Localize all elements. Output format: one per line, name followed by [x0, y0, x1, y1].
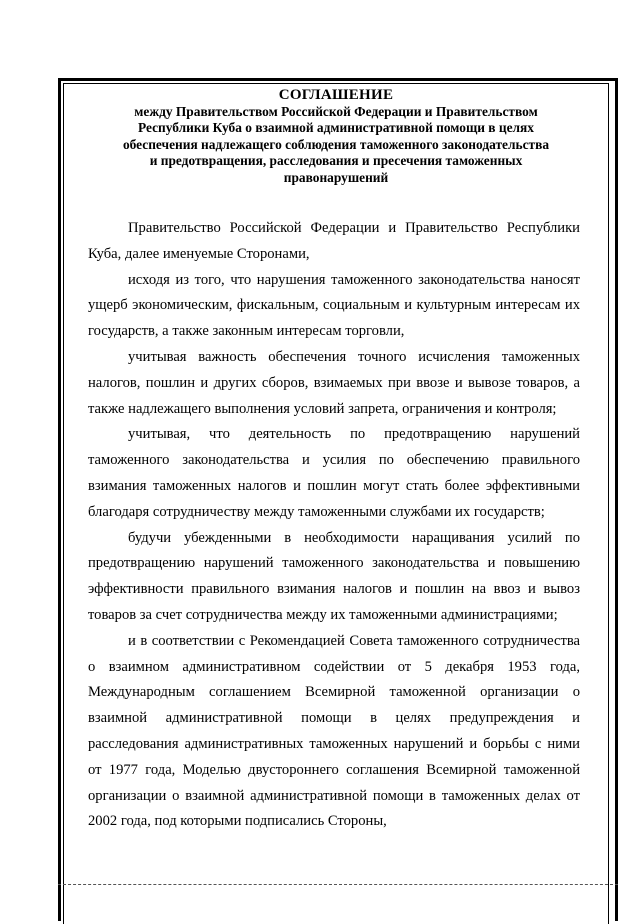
document-body: [88, 216, 580, 835]
subtitle-line: правонарушений: [283, 169, 389, 185]
paragraph-recital-5: и в соответствии с Рекомендацией Совета таможенного сотрудничества о взаимном административном содействии от 5 декабря 1953 года, Международным соглашением Всемирной таможенной организации о взаимной административной помощи в целях предупреждения и расследования административных таможенных нарушений и борьбы с ними от 1977 года, Моделью двустороннего соглашения Всемирной таможенной организации о взаимной административной помощи в таможенных делах от 2002 года, под которыми подписались Стороны,: [88, 632, 580, 830]
paragraph-recital-1: исходя из того, что нарушения таможенного законодательства наносят ущерб экономическим, фискальным, социальным и культурным интересам их государств, а также законным интересам торговли,: [88, 271, 580, 340]
subtitle-line: обеспечения надлежащего соблюдения таможенного законодательства: [122, 136, 550, 152]
bottom-rule: [58, 884, 618, 885]
document-subtitle: [86, 104, 586, 186]
subtitle-line: и предотвращения, расследования и пресечения таможенных: [149, 153, 523, 169]
paragraph-recital-4: будучи убежденными в необходимости наращивания усилий по предотвращению нарушений таможенного законодательства и повышению эффективности правильного взимания налогов и пошлин на ввоз и вывоз товаров за счет сотрудничества между их таможенными администрациями;: [88, 529, 580, 623]
document-title: СОГЛАШЕНИЕ: [278, 87, 394, 103]
subtitle-line: Республики Куба о взаимной административной помощи в целях: [137, 120, 535, 136]
title-block: [86, 86, 586, 186]
subtitle-line: между Правительством Российской Федерации и Правительством: [134, 104, 538, 119]
paragraph-recital-2: учитывая важность обеспечения точного исчисления таможенных налогов, пошлин и других сборов, взимаемых при ввозе и вывозе товаров, а также надлежащего выполнения условий запрета, ограничения и контроля;: [88, 348, 580, 417]
paragraph-recital-3: учитывая, что деятельность по предотвращению нарушений таможенного законодательства и усилия по обеспечению правильного взимания таможенных налогов и пошлин могут стать более эффективными благодаря сотрудничеству между таможенными службами их государств;: [88, 426, 580, 520]
paragraph-parties: Правительство Российской Федерации и Правительство Республики Куба, далее именуемые Сторонами,: [88, 220, 580, 262]
